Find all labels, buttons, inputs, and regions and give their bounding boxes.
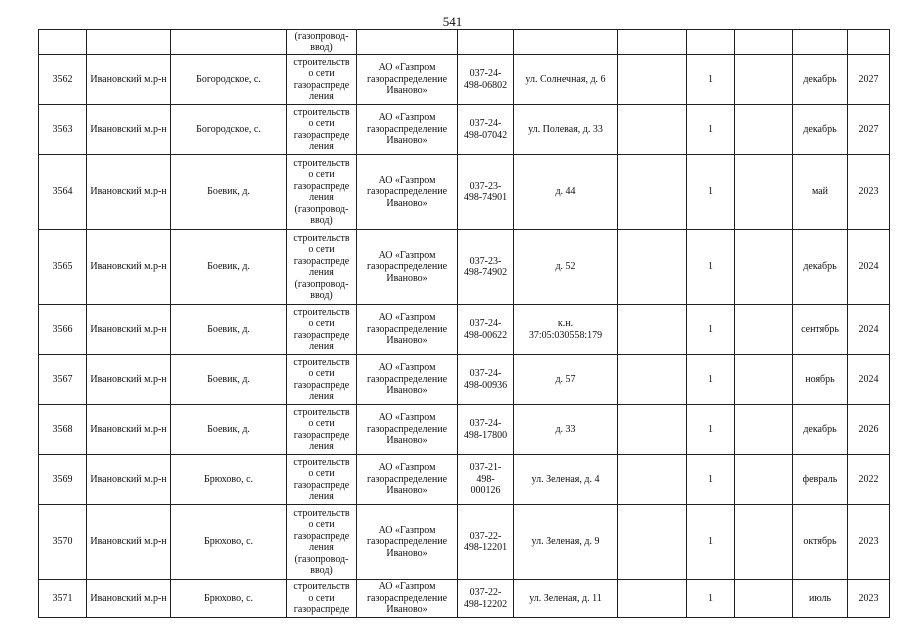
cell-locality: Боевик, д. [171, 305, 287, 355]
cell-count: 1 [687, 55, 735, 105]
cell-work: строительств о сети газораспреде ления [287, 455, 357, 505]
cell-address: ул. Зеленая, д. 4 [514, 455, 618, 505]
cell-address: д. 44 [514, 155, 618, 230]
cell-count: 1 [687, 505, 735, 580]
cell-org: АО «Газпром газораспределение Иваново» [357, 580, 458, 618]
cell-count: 1 [687, 580, 735, 618]
cell-empty-3 [735, 30, 793, 55]
cell-org [357, 30, 458, 55]
table-row [39, 405, 890, 455]
cell-num: 3569 [39, 455, 87, 505]
cell-count: 1 [687, 455, 735, 505]
cell-code: 037-22- 498-12202 [458, 580, 514, 618]
cell-org: АО «Газпром газораспределение Иваново» [357, 505, 458, 580]
cell-address: д. 52 [514, 230, 618, 305]
cell-district: Ивановский м.р-н [87, 155, 171, 230]
cell-empty-2 [735, 405, 793, 455]
cell-empty-2 [735, 230, 793, 305]
cell-work: строительств о сети газораспреде ления (газопровод- ввод) [287, 230, 357, 305]
cell-num: 3565 [39, 230, 87, 305]
cell-num: 3571 [39, 580, 87, 618]
table-row [39, 155, 890, 230]
cell-empty-1 [618, 55, 687, 105]
cell-code: 037-23- 498-74901 [458, 155, 514, 230]
cell-locality: Боевик, д. [171, 405, 287, 455]
cell-locality: Боевик, д. [171, 230, 287, 305]
cell-month: май [793, 155, 848, 230]
cell-year: 2027 [848, 55, 890, 105]
cell-empty-1 [618, 155, 687, 230]
cell-empty-2 [735, 580, 793, 618]
cell-work: строительств о сети газораспреде [287, 580, 357, 618]
cell-address: д. 57 [514, 355, 618, 405]
cell-locality: Богородское, с. [171, 55, 287, 105]
cell-empty-2 [735, 105, 793, 155]
cell-year: 2024 [848, 355, 890, 405]
cell-empty-1 [618, 105, 687, 155]
cell-count: 1 [687, 405, 735, 455]
cell-num: 3567 [39, 355, 87, 405]
cell-empty-1 [618, 355, 687, 405]
cell-code: 037-24- 498-00622 [458, 305, 514, 355]
cell-empty-2 [735, 55, 793, 105]
cell-empty-2 [687, 30, 735, 55]
cell-work: строительств о сети газораспреде ления (газопровод- ввод) [287, 505, 357, 580]
table-row [39, 105, 890, 155]
cell-month: ноябрь [793, 355, 848, 405]
cell-num: 3568 [39, 405, 87, 455]
data-table [38, 29, 890, 618]
cell-locality [171, 30, 287, 55]
cell-locality: Боевик, д. [171, 155, 287, 230]
table-row [39, 455, 890, 505]
cell-district: Ивановский м.р-н [87, 505, 171, 580]
cell-org: АО «Газпром газораспределение Иваново» [357, 455, 458, 505]
cell-year: 2027 [848, 105, 890, 155]
cell-address [514, 30, 618, 55]
cell-num [39, 30, 87, 55]
cell-count: 1 [687, 355, 735, 405]
cell-org: АО «Газпром газораспределение Иваново» [357, 230, 458, 305]
cell-district: Ивановский м.р-н [87, 55, 171, 105]
cell-district: Ивановский м.р-н [87, 405, 171, 455]
cell-year: 2023 [848, 505, 890, 580]
cell-org: АО «Газпром газораспределение Иваново» [357, 355, 458, 405]
cell-locality: Боевик, д. [171, 355, 287, 405]
cell-year: 2023 [848, 155, 890, 230]
cell-district: Ивановский м.р-н [87, 305, 171, 355]
cell-district: Ивановский м.р-н [87, 105, 171, 155]
cell-num: 3562 [39, 55, 87, 105]
cell-empty-1 [618, 305, 687, 355]
cell-work: строительств о сети газораспреде ления [287, 55, 357, 105]
cell-empty-1 [618, 30, 687, 55]
cell-year: 2026 [848, 405, 890, 455]
cell-empty-2 [735, 505, 793, 580]
cell-org: АО «Газпром газораспределение Иваново» [357, 405, 458, 455]
cell-district: Ивановский м.р-н [87, 230, 171, 305]
cell-month: декабрь [793, 405, 848, 455]
cell-locality: Брюхово, с. [171, 455, 287, 505]
cell-empty-1 [618, 580, 687, 618]
cell-empty-1 [618, 455, 687, 505]
cell-code: 037-23- 498-74902 [458, 230, 514, 305]
cell-code: 037-24- 498-06802 [458, 55, 514, 105]
cell-work: строительств о сети газораспреде ления [287, 355, 357, 405]
cell-month: февраль [793, 455, 848, 505]
cell-count: 1 [687, 230, 735, 305]
cell-district: Ивановский м.р-н [87, 455, 171, 505]
cell-num: 3570 [39, 505, 87, 580]
cell-address: ул. Солнечная, д. 6 [514, 55, 618, 105]
cell-code: 037-22- 498-12201 [458, 505, 514, 580]
table-row-continued [39, 30, 890, 55]
cell-empty-2 [735, 155, 793, 230]
cell-address: ул. Зеленая, д. 11 [514, 580, 618, 618]
table-row [39, 355, 890, 405]
cell-month: декабрь [793, 55, 848, 105]
cell-num: 3566 [39, 305, 87, 355]
cell-work: строительств о сети газораспреде ления (газопровод- ввод) [287, 155, 357, 230]
cell-district: Ивановский м.р-н [87, 580, 171, 618]
table-row [39, 305, 890, 355]
cell-code: 037-24- 498-07042 [458, 105, 514, 155]
page-number: 541 [442, 14, 463, 29]
cell-month: июль [793, 580, 848, 618]
cell-month: декабрь [793, 105, 848, 155]
cell-count: 1 [687, 305, 735, 355]
cell-locality: Брюхово, с. [171, 505, 287, 580]
cell-work: строительств о сети газораспреде ления [287, 305, 357, 355]
cell-address: ул. Полевая, д. 33 [514, 105, 618, 155]
cell-code: 037-21- 498- 000126 [458, 455, 514, 505]
cell-org: АО «Газпром газораспределение Иваново» [357, 55, 458, 105]
cell-count: 1 [687, 105, 735, 155]
cell-month: сентябрь [793, 305, 848, 355]
cell-count: 1 [687, 155, 735, 230]
cell-org: АО «Газпром газораспределение Иваново» [357, 105, 458, 155]
cell-empty-1 [618, 405, 687, 455]
cell-work: строительств о сети газораспреде ления [287, 405, 357, 455]
table-row [39, 230, 890, 305]
cell-locality: Брюхово, с. [171, 580, 287, 618]
cell-empty-1 [618, 230, 687, 305]
cell-year: 2022 [848, 455, 890, 505]
cell-month [793, 30, 848, 55]
cell-work: (газопровод- ввод) [287, 30, 357, 55]
cell-code: 037-24- 498-17800 [458, 405, 514, 455]
cell-org: АО «Газпром газораспределение Иваново» [357, 155, 458, 230]
cell-code [458, 30, 514, 55]
cell-month: декабрь [793, 230, 848, 305]
cell-org: АО «Газпром газораспределение Иваново» [357, 305, 458, 355]
cell-code: 037-24- 498-00936 [458, 355, 514, 405]
cell-empty-2 [735, 355, 793, 405]
cell-num: 3564 [39, 155, 87, 230]
cell-address: д. 33 [514, 405, 618, 455]
cell-address: к.н. 37:05:030558:179 [514, 305, 618, 355]
cell-year: 2023 [848, 580, 890, 618]
table-row [39, 505, 890, 580]
cell-district [87, 30, 171, 55]
cell-year [848, 30, 890, 55]
cell-empty-2 [735, 305, 793, 355]
cell-year: 2024 [848, 305, 890, 355]
table-row [39, 55, 890, 105]
cell-empty-2 [735, 455, 793, 505]
cell-district: Ивановский м.р-н [87, 355, 171, 405]
cell-month: октябрь [793, 505, 848, 580]
cell-empty-1 [618, 505, 687, 580]
cell-address: ул. Зеленая, д. 9 [514, 505, 618, 580]
cell-year: 2024 [848, 230, 890, 305]
cell-locality: Богородское, с. [171, 105, 287, 155]
cell-work: строительств о сети газораспреде ления [287, 105, 357, 155]
cell-num: 3563 [39, 105, 87, 155]
table-row [39, 580, 890, 618]
